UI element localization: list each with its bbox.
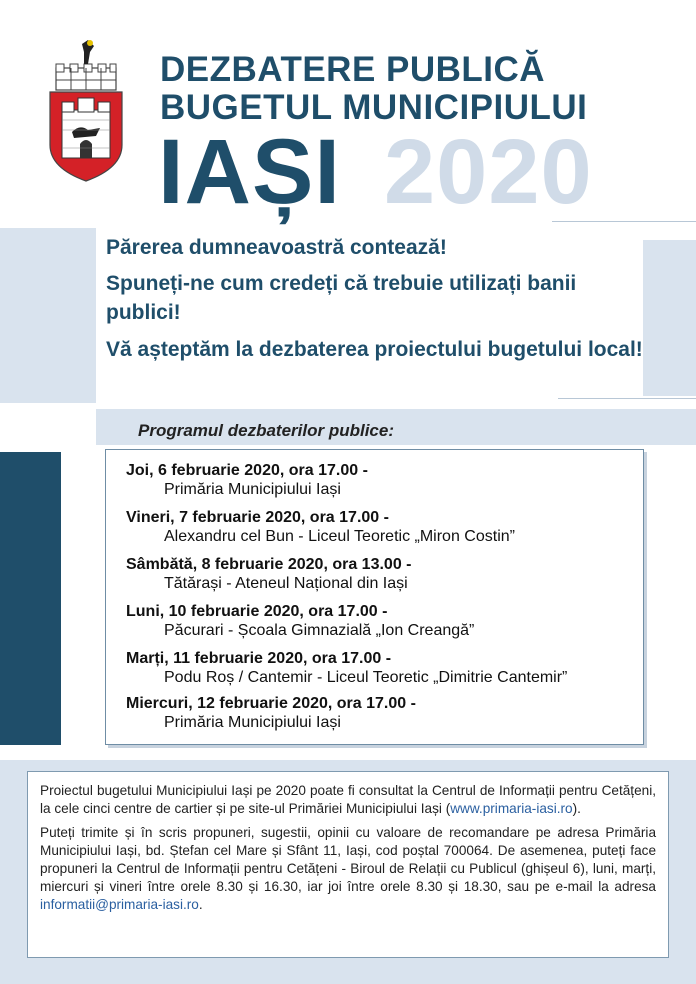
schedule-place: Primăria Municipiului Iași [164, 481, 341, 498]
info-p2-text: Puteți trimite și în scris propuneri, sugestii, opinii cu valoare de recomandare pe adresa Primăria Municipiului Iași, bd. Ștefan cel Mare și Sfânt 11, Iași, cod poștal 700064. De asemenea, puteți face propuneri la Centrul de Informații pentru Cetățeni - Biroul de Relații cu Publicul (ghișeul 6), luni, marți, miercuri și vineri între orele 8.30 și 16.30, iar joi între orele 8.30 și 18.30, sau pe e-mail la adresa [40, 825, 656, 894]
info-paragraph-2 [40, 824, 656, 914]
schedule-date: Miercuri, 12 februarie 2020, ora 17.00 - [126, 695, 416, 712]
info-paragraph-1 [40, 782, 656, 818]
message-3: Vă așteptăm la dezbaterea proiectului bugetului local! [106, 338, 643, 361]
info-p1-text: Proiectul bugetului Municipiului Iași pe 2020 poate fi consultat la Centrul de Informații pentru Cetățeni, la cele cinci centre de cartier și pe site-ul Primăriei Municipiului Iași ( [40, 783, 656, 816]
schedule-item [126, 695, 416, 732]
title-line-1: DEZBATERE PUBLICĂ [160, 50, 546, 89]
schedule-date: Marți, 11 februarie 2020, ora 17.00 - [126, 650, 392, 667]
deco-block-left [0, 228, 96, 403]
deco-block-right [643, 240, 696, 396]
message-2: Spuneți-ne cum credeți că trebuie utilizați banii publici! [106, 272, 577, 324]
deco-rule-bottom [558, 398, 696, 399]
website-link[interactable]: www.primaria-iasi.ro [450, 801, 573, 816]
schedule-item [126, 603, 474, 640]
schedule-place: Alexandru cel Bun - Liceul Teoretic „Miron Costin” [164, 528, 515, 545]
info-box [27, 771, 669, 958]
deco-block-dark [0, 452, 61, 745]
schedule-date: Sâmbătă, 8 februarie 2020, ora 13.00 - [126, 556, 412, 573]
email-link[interactable]: informatii@primaria-iasi.ro [40, 897, 199, 912]
schedule-date: Joi, 6 februarie 2020, ora 17.00 - [126, 462, 368, 479]
title-year: 2020 [384, 121, 593, 223]
title-line-2: BUGETUL MUNICIPIULUI [160, 88, 588, 127]
schedule-box [105, 449, 644, 745]
program-title: Programul dezbaterilor publice: [138, 421, 394, 440]
schedule-place: Primăria Municipiului Iași [164, 714, 341, 731]
info-p2-end: . [198, 897, 203, 912]
schedule-item [126, 462, 368, 499]
city-coat-of-arms [44, 40, 128, 182]
schedule-item [126, 509, 515, 546]
schedule-date: Vineri, 7 februarie 2020, ora 17.00 - [126, 509, 389, 526]
schedule-item [126, 650, 567, 687]
message-1: Părerea dumneavoastră contează! [106, 236, 447, 259]
schedule-place: Păcurari - Școala Gimnazială „Ion Creangă” [164, 622, 475, 639]
schedule-item [126, 556, 411, 593]
title-city: IAȘI [158, 121, 341, 223]
schedule-date: Luni, 10 februarie 2020, ora 17.00 - [126, 603, 388, 620]
schedule-place: Tătărași - Ateneul Național din Iași [164, 575, 408, 592]
info-p1-end: ). [572, 801, 581, 816]
schedule-place: Podu Roș / Cantemir - Liceul Teoretic „Dimitrie Cantemir” [164, 669, 568, 686]
